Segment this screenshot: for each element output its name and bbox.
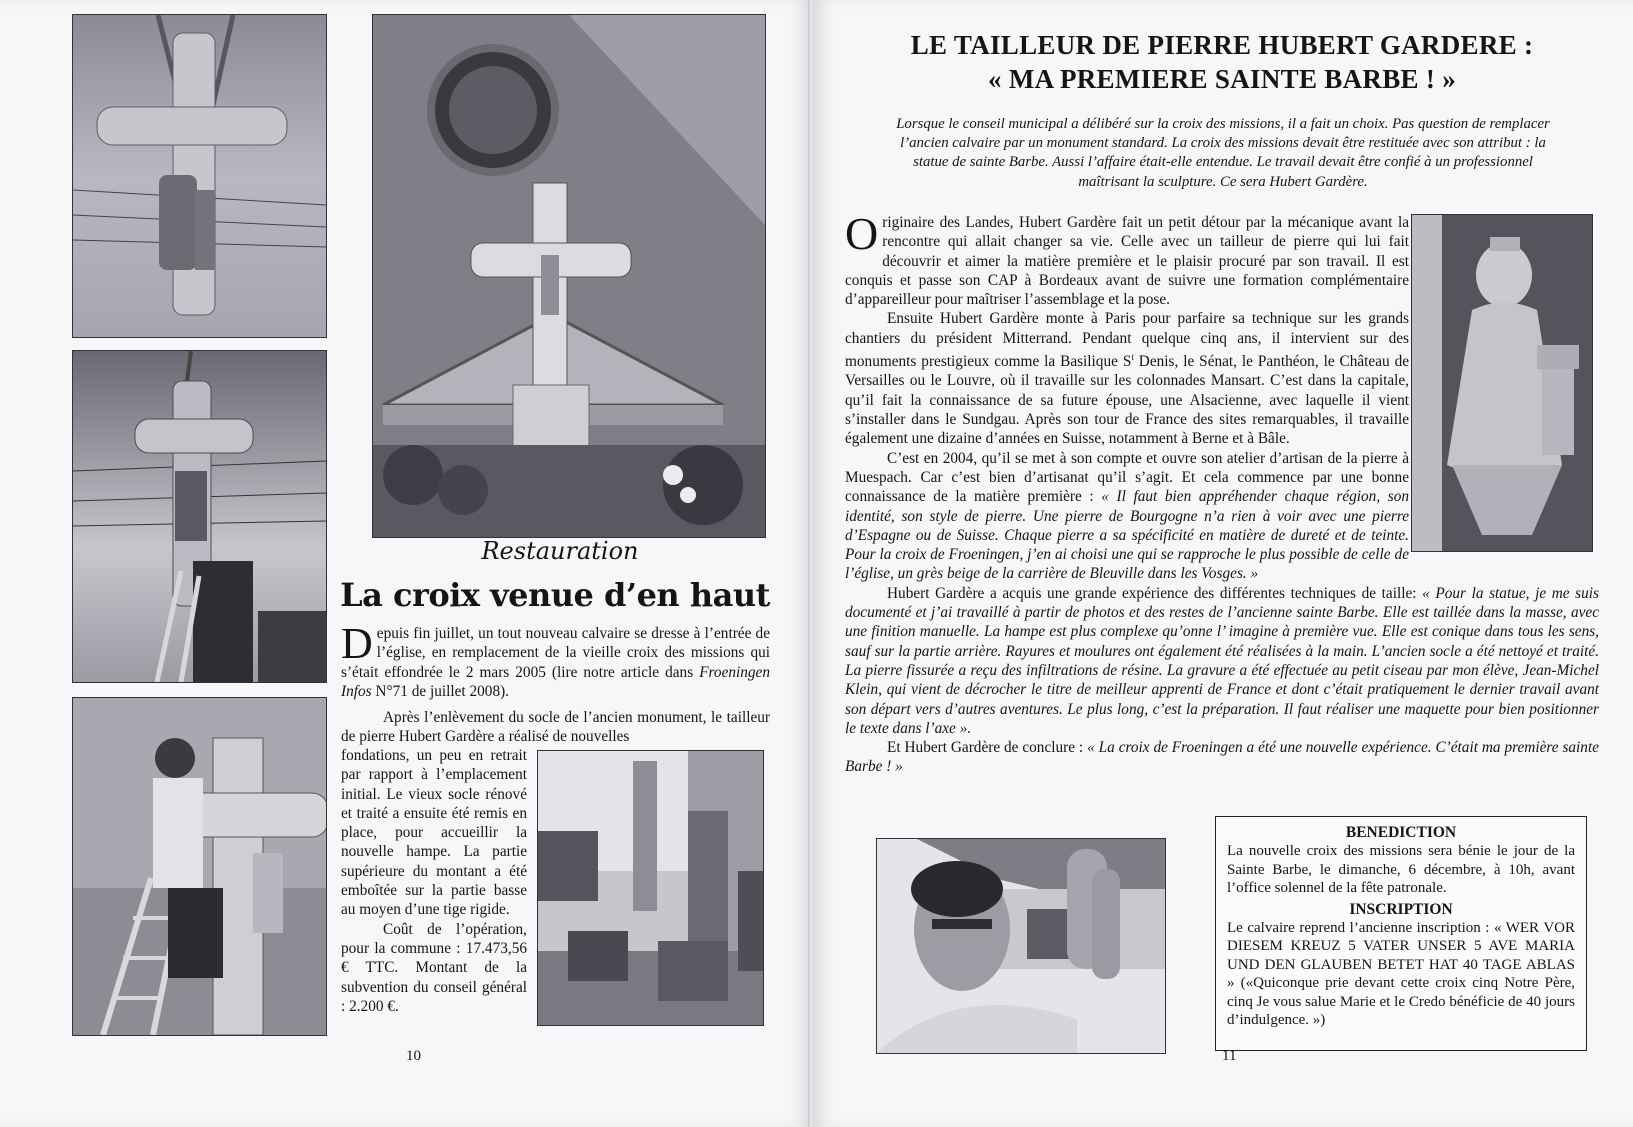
photo-statue-install — [72, 697, 327, 1036]
intro-dropcap: D — [341, 619, 373, 668]
body-p2-after: Denis, le Sénat, le Panthéon, le Château de Versailles ou le Louvre, où il travaille sur les colonnades Mansart. C’est dans la capitale, qu’il fait la connaissance de sa future épouse, une Alsacienne, avec laquelle il vient s’installer dans le Sundgau. Après son tour de France des sites remarquables, il travaille également une dizaine d’années en Suisse, notamment à Berne et à Bâle. — [845, 353, 1410, 448]
article-body — [845, 208, 1599, 777]
body-p1: riginaire des Landes, Hubert Gardère fait un petit détour par la mécanique avant la rencontre qui allait changer sa vie. Celle avec un tailleur de pierre qui lui fait découvrir et aimer la matière première et le plaisir procuré par son travail. Il est conquis et passe son CAP à Bordeaux avant de suivre une formation complémentaire d’appareilleur pour maîtriser l’assemblage et la pose. — [845, 214, 1409, 309]
box-text-inscription: Le calvaire reprend l’ancienne inscription : « WER VOR DIESEM KREUZ 5 VATER UNSER 5 AVE MARIA UND DEN GLAUBEN BETET HAT 40 TAGE ABLAS » («Quiconque prie devant cette croix cinq Notre Père, cinq Je vous salue Marie et le Credo bénéficie de 40 jours d’indulgence. ») — [1227, 919, 1575, 1028]
body-p2-before: Ensuite Hubert Gardère monte à Paris pour parfaire sa technique sur les grands chantiers du président Mitterrand. Pendant quelque cinq ans, il intervient sur des monuments prestigieux comme la Basilique S — [845, 310, 1409, 371]
photo-cemetery — [537, 750, 764, 1026]
photo-worker-ladder — [72, 350, 327, 683]
title-line-2: « MA PREMIERE SAINTE BARBE ! » — [987, 64, 1457, 94]
body-dropcap: O — [845, 208, 879, 259]
article-headline: La croix venue d’en haut — [340, 576, 770, 614]
left-page — [0, 0, 812, 1127]
box-heading-inscription: INSCRIPTION — [1349, 900, 1453, 918]
body-p5-quote: « La croix de Froeningen a été une nouvelle expérience. C’était ma première sainte Barbe ! » — [845, 739, 1599, 776]
photo-church-cross — [372, 14, 766, 538]
body-p3-quote: « Il faut bien appréhender chaque région, son identité, son style de pierre. Une pierre de Bourgogne n’a rien à voir avec une pierre d’Espagne ou de Suisse. Chaque pierre a sa spécificité en matière de dureté et de teinte. Pour la croix de Froeningen, j’en ai choisi une qui se rapproche le plus possible de celle de l’église, un grès beige de la carrière de Bleuville dans les Vosges. » — [845, 488, 1409, 583]
article-intro — [341, 619, 770, 701]
article-title — [852, 28, 1592, 96]
body-p2-sup: t — [1131, 352, 1134, 363]
section-kicker: Restauration — [481, 537, 639, 565]
title-line-1: LE TAILLEUR DE PIERRE HUBERT GARDERE : — [910, 30, 1534, 60]
article-para2-narrow — [341, 746, 527, 1016]
article-para2-start — [341, 708, 770, 747]
box-text-benediction: La nouvelle croix des missions sera bénie le jour de la Sainte Barbe, le dimanche, 6 décembre, à 10h, avant l’office solennel de la fête patronale. — [1227, 843, 1575, 896]
body-p5: Et Hubert Gardère de conclure : — [887, 739, 1088, 757]
body-p3: C’est en 2004, qu’il se met à son compte et ouvre son atelier d’artisan de la pierre à Muespach. Car c’est bien d’artisanat qu’il s’agit. Et cela commence par une bonne connaissance de la matière première : — [845, 449, 1409, 506]
photo-cross-lifted — [72, 14, 327, 338]
right-page — [812, 0, 1633, 1127]
statue-float-spacer — [1409, 213, 1599, 553]
box-heading-benediction: BENEDICTION — [1345, 824, 1457, 841]
body-p4: Hubert Gardère a acquis une grande expérience des différentes techniques de taille: — [887, 584, 1423, 602]
page-number-left: 10 — [406, 1048, 421, 1064]
article-standfirst: Lorsque le conseil municipal a délibéré sur la croix des missions, il a fait un choix. Pas question de remplacer l’ancien calvaire par un monument standard. La croix des missions devait être restituée avec son attribut : la statue de sainte Barbe. Aussi l’affaire était-elle entendue. Le travail devait être confié à un professionnel maîtrisant la sculpture. Ce sera Hubert Gardère. — [896, 116, 1550, 190]
para2-narrow-text: fondations, un peu en retrait par rapport à l’emplacement initial. Le vieux socle rénové et traité a ensuite été remis en place, pour accueillir la nouvelle hampe. La partie supérieure du montant a été emboîtée sur la partie basse au moyen d’une tige rigide. — [341, 747, 527, 919]
page-number-right: 11 — [1222, 1048, 1237, 1064]
para3-text: Coût de l’opération, pour la commune : 17.473,56 € TTC. Montant de la subvention du conseil général : 2.200 €. — [341, 920, 527, 1015]
photo-hubert-gardere — [876, 838, 1166, 1054]
intro-publication: Froeningen Infos — [341, 663, 770, 700]
info-box — [1215, 816, 1587, 1051]
para2-start-text: Après l’enlèvement du socle de l’ancien monument, le tailleur de pierre Hubert Gardère a réalisé de nouvelles — [341, 709, 770, 746]
intro-end: N°71 de juillet 2008). — [371, 682, 510, 700]
intro-text: epuis fin juillet, un tout nouveau calvaire se dresse à l’entrée de l’église, en remplacement de la vieille croix des missions qui s’était effondrée le 2 mars 2005 (lire notre article dans — [341, 625, 770, 681]
body-p4-quote: « Pour la statue, je me suis documenté et j’ai travaillé à partir de photos et des restes de l’ancienne sainte Barbe. Elle est taillée dans la masse, avec une finition manuelle. La hampe est plus complexe qu’onne l’ imagine à première vue. Elle est conique dans tous les sens, sauf sur la partie arrière. Rayures et moulures ont également été réalisées à la main. L’ancien socle a été nettoyé et traité. La pierre fissurée a reçu des infiltrations de résine. La gravure a été effectuée au petit ciseau par mon élève, Jean-Michel Klein, qui vient de décrocher le titre de meilleur apprenti de France et dont c’était pratiquement le dernier travail avant son départ vers d’autres aventures. Le plus long, c’est la préparation. Il faut réaliser une maquette pour bien positionner le texte dans l’axe ». — [845, 584, 1599, 737]
